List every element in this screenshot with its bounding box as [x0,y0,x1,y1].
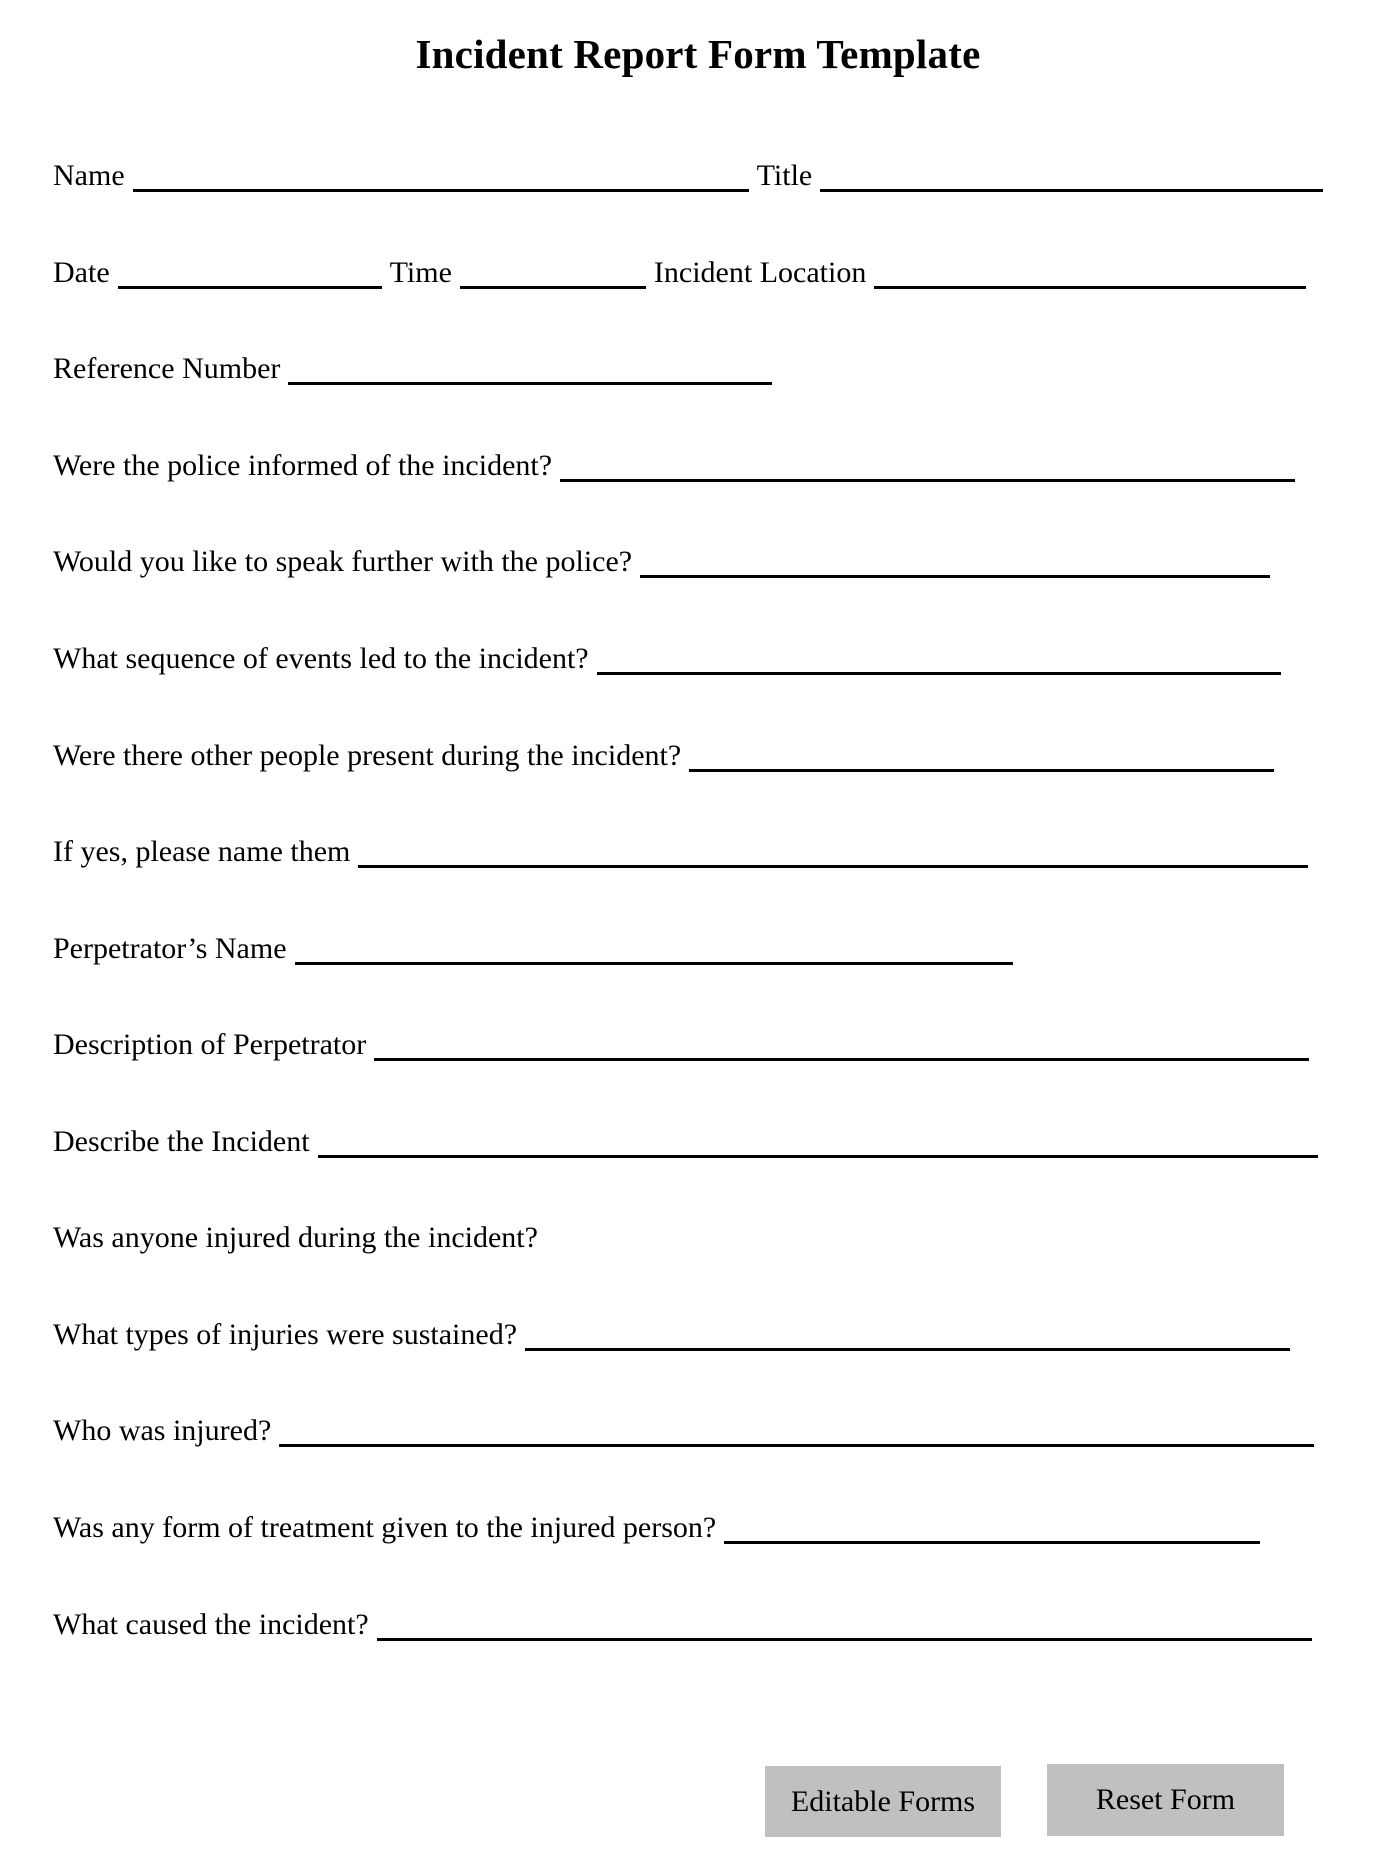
page-title: Incident Report Form Template [415,31,981,77]
name-title-row [53,154,1323,194]
sequence-label: What sequence of events led to the incident? [53,642,589,675]
describe-label: Describe the Incident [53,1125,310,1158]
sequence-row [53,637,1281,677]
name-label: Name [53,159,125,192]
injury-types-label: What types of injuries were sustained? [53,1318,518,1351]
name-field[interactable] [133,189,749,192]
injury-types-row [53,1313,1290,1353]
perp-name-row [53,927,1013,967]
speak-police-row [53,540,1270,580]
reference-row [53,347,772,387]
cause-field[interactable] [377,1638,1312,1641]
speak-police-field[interactable] [640,575,1270,578]
anyone-injured-row [53,1216,538,1256]
police-informed-row [53,444,1295,484]
describe-row [53,1120,1318,1160]
describe-field[interactable] [318,1155,1318,1158]
name-them-field[interactable] [358,865,1308,868]
cause-label: What caused the incident? [53,1608,369,1641]
who-injured-label: Who was injured? [53,1414,272,1447]
title-label: Title [756,159,813,192]
reference-label: Reference Number [53,352,281,385]
location-field[interactable] [874,286,1306,289]
reference-field[interactable] [288,382,772,385]
time-label: Time [389,256,452,289]
location-label: Incident Location [653,256,867,289]
perp-name-label: Perpetrator’s Name [53,932,287,965]
who-injured-row [53,1409,1314,1449]
who-injured-field[interactable] [279,1444,1314,1447]
others-present-label: Were there other people present during the incident? [53,739,682,772]
police-informed-field[interactable] [560,479,1295,482]
reset-form-button[interactable]: Reset Form [1047,1764,1284,1836]
others-present-field[interactable] [689,769,1274,772]
cause-row [53,1603,1312,1643]
time-field[interactable] [460,286,646,289]
date-label: Date [53,256,110,289]
police-informed-label: Were the police informed of the incident? [53,449,553,482]
speak-police-label: Would you like to speak further with the police? [53,545,633,578]
name-them-row [53,830,1308,870]
injury-types-field[interactable] [525,1348,1290,1351]
treatment-row [53,1506,1260,1546]
perp-desc-field[interactable] [374,1058,1309,1061]
treatment-label: Was any form of treatment given to the injured person? [53,1511,717,1544]
treatment-field[interactable] [724,1541,1260,1544]
date-field[interactable] [118,286,382,289]
date-time-location-row [53,251,1306,291]
others-present-row [53,734,1274,774]
anyone-injured-label: Was anyone injured during the incident? [53,1221,538,1254]
editable-forms-button[interactable]: Editable Forms [765,1766,1001,1837]
perp-name-field[interactable] [295,962,1013,965]
name-them-label: If yes, please name them [53,835,351,868]
perp-desc-row [53,1023,1309,1063]
perp-desc-label: Description of Perpetrator [53,1028,367,1061]
title-field[interactable] [820,189,1323,192]
sequence-field[interactable] [597,672,1281,675]
